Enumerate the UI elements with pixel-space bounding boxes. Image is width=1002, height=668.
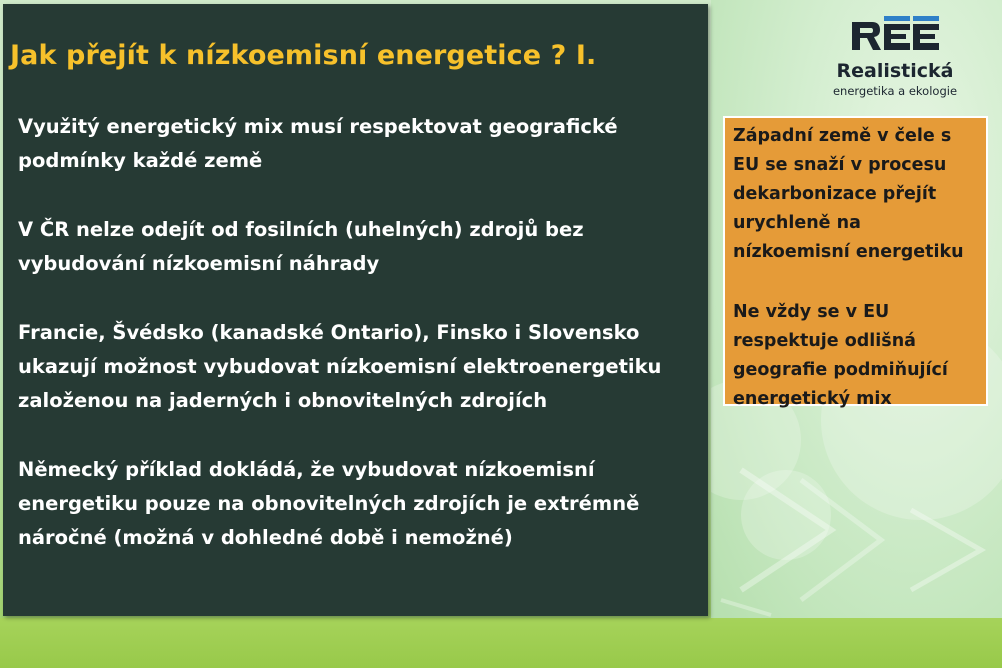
logo-tagline: energetika a ekologie <box>832 84 958 98</box>
paragraph-german-example: Německý příklad dokládá, že vybudovat nízkoemisní energetiku pouze na obnovitelných zdrojích je extrémně náročné (možná v dohledné době i nemožné) <box>18 458 640 549</box>
callout-paragraph-decarbonization: Západní země v čele s EU se snaží v procesu dekarbonizace přejít urychleně na nízkoemisní energetiku <box>733 126 964 262</box>
paragraph-geography: Využitý energetický mix musí respektovat geografické podmínky každé země <box>18 115 618 172</box>
callout-box <box>723 116 988 409</box>
paragraph-czech-fossil: V ČR nelze odejít od fosilních (uhelných) zdrojů bez vybudování nízkoemisní náhrady <box>18 218 584 275</box>
ree-logo-mark-icon <box>850 16 940 52</box>
callout-paragraph-geography: Ne vždy se v EU respektuje odlišná geografie podmiňující energetický mix <box>733 302 948 409</box>
slide-title: Jak přejít k nízkoemisní energetice ? I. <box>10 40 597 71</box>
logo-name: Realistická <box>836 60 954 82</box>
chevron-arrows-icon <box>711 440 1002 618</box>
bottom-band <box>0 618 1002 668</box>
paragraph-nuclear-examples: Francie, Švédsko (kanadské Ontario), Finsko i Slovensko ukazují možnost vybudovat nízkoemisní elektroenergetiku založenou na jaderných i obnovitelných zdrojích <box>18 321 662 412</box>
bullet-list <box>18 110 703 590</box>
main-content-panel <box>3 4 708 616</box>
ree-logo <box>815 16 975 100</box>
